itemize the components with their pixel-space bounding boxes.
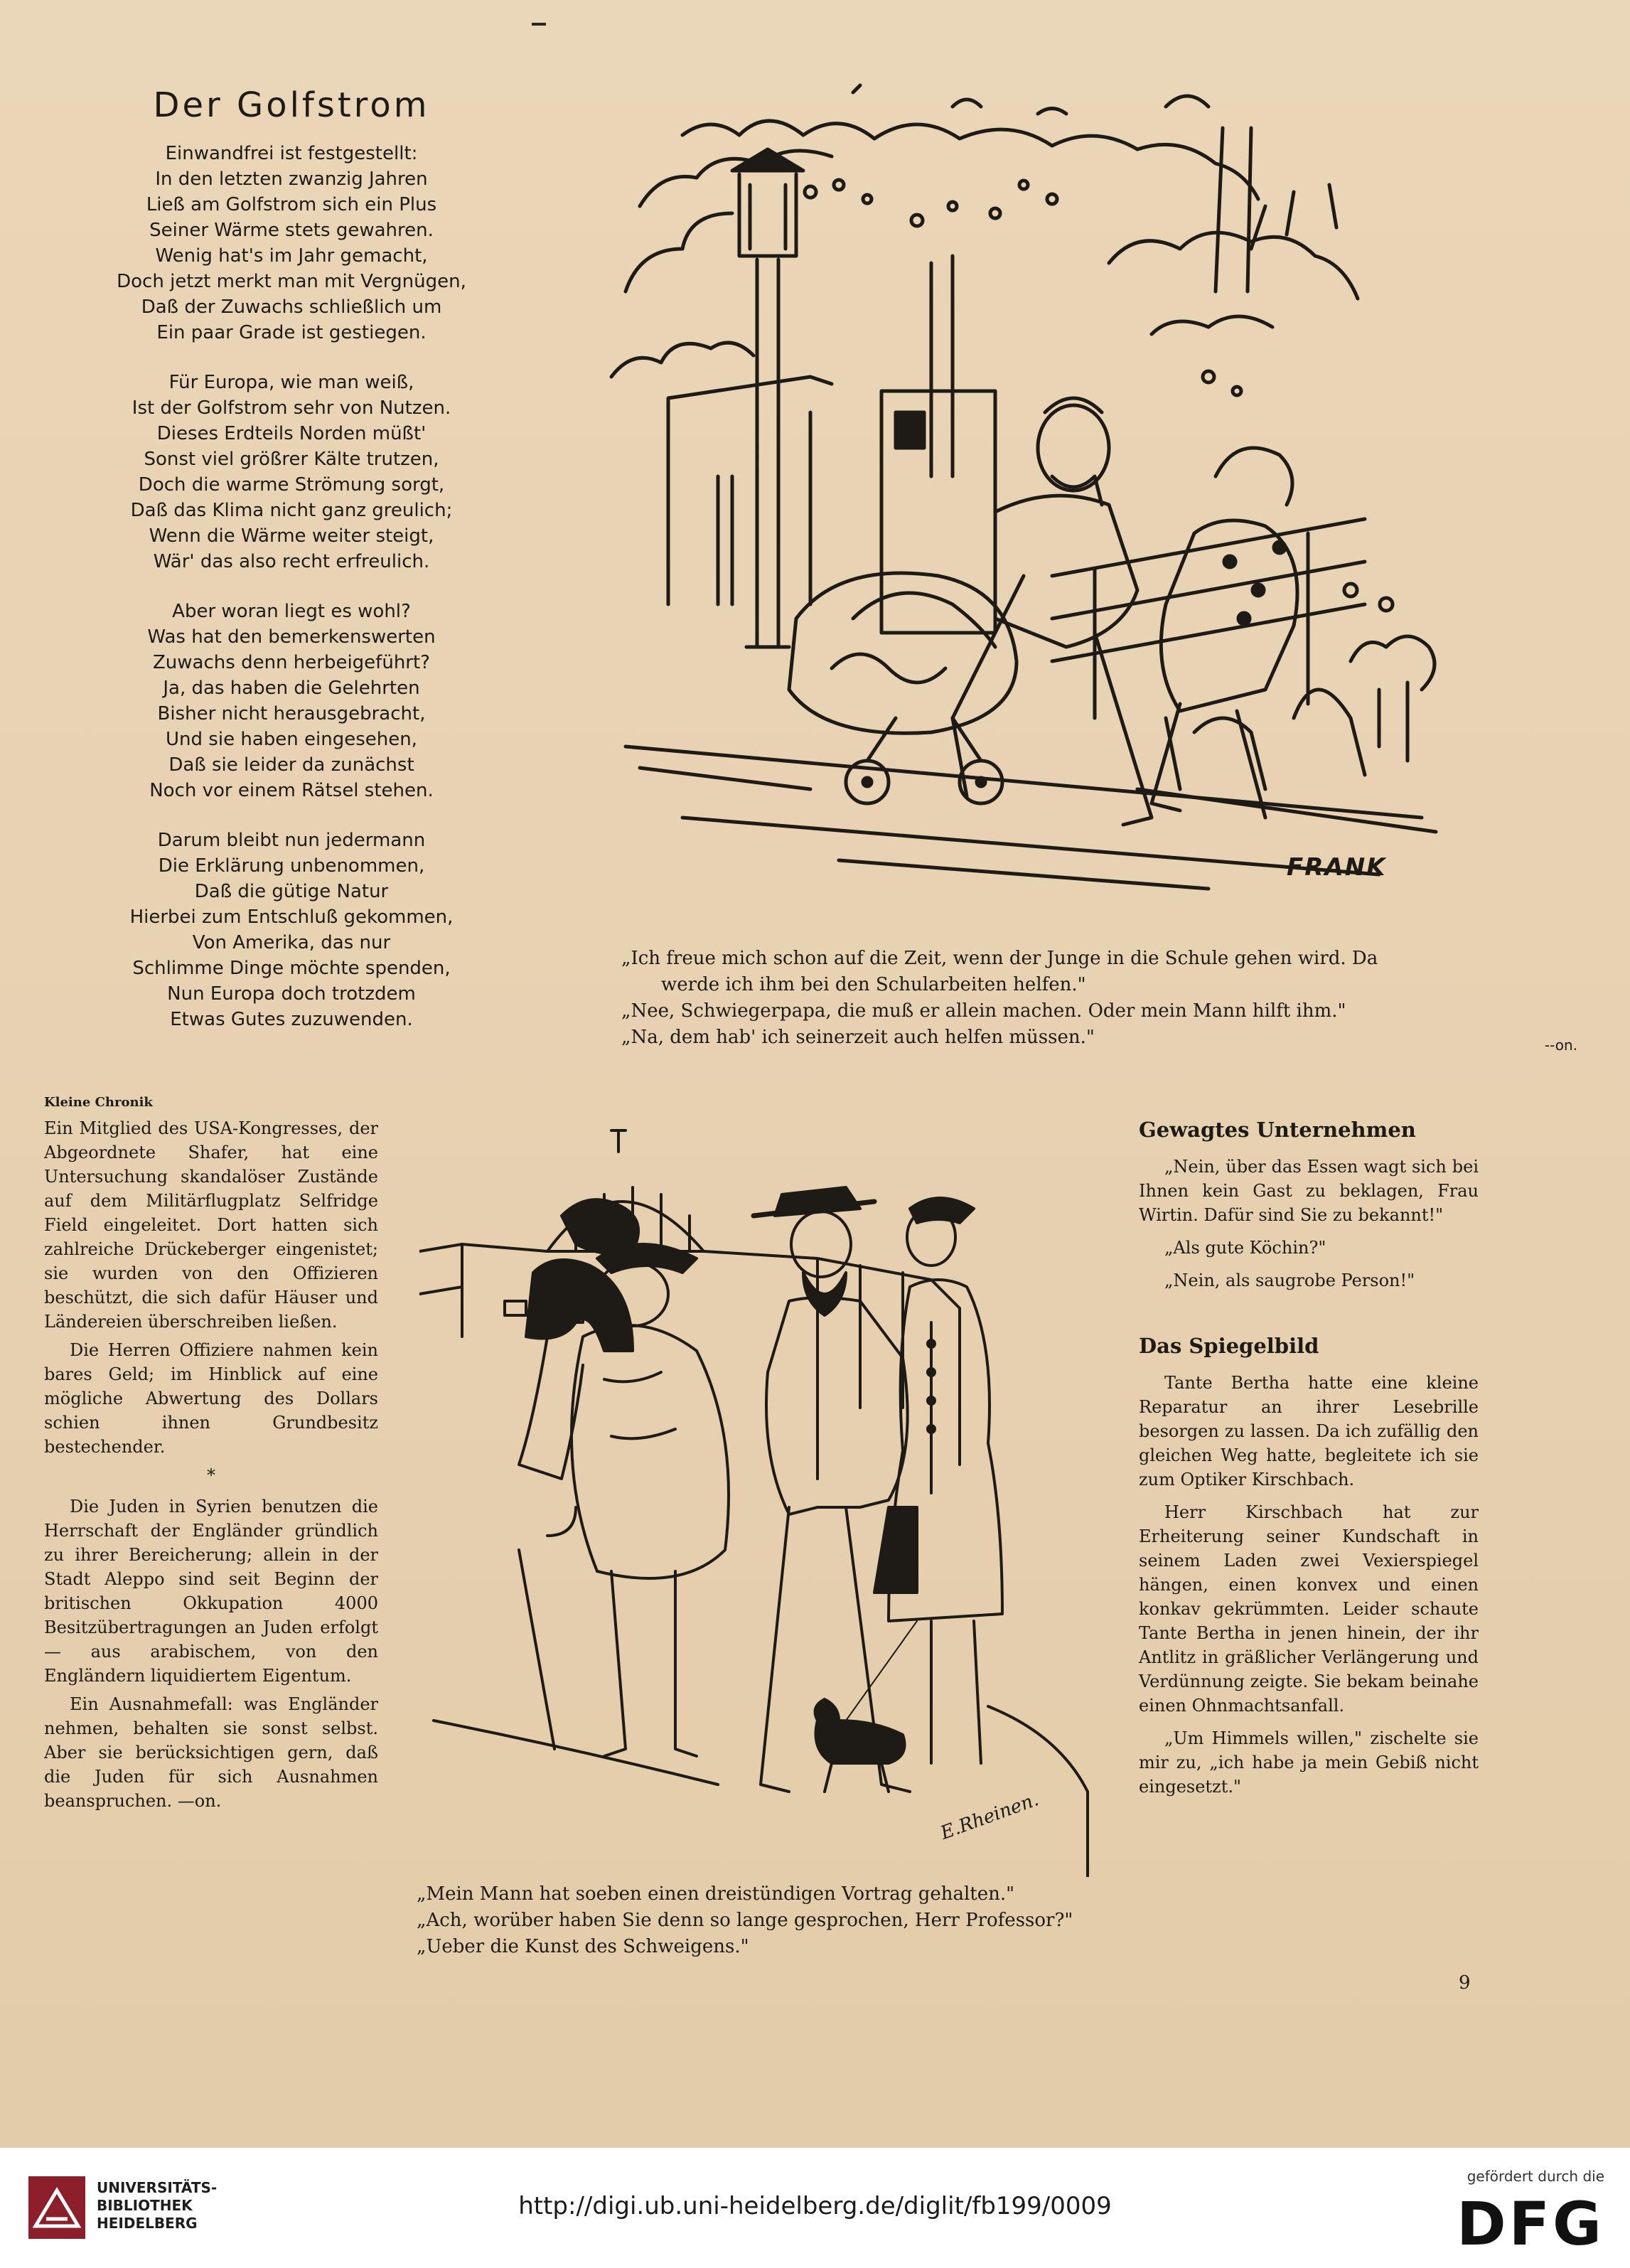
poem-line: Daß das Klima nicht ganz greulich; [130,500,453,521]
poem-line: Einwandfrei ist festgestellt: [165,143,418,164]
poem-stanza [85,599,498,803]
caption-line: „Ich freue mich schon auf die Zeit, wenn der Junge in die Schule gehen wird. Da [621,948,1378,969]
library-name-line: HEIDELBERG [97,2215,198,2232]
poem-line: Darum bleibt nun jedermann [157,830,426,851]
caption-line: „Na, dem hab' ich seinerzeit auch helfen müssen." [621,1027,1095,1048]
chronik-paragraph: Ein Mitglied des USA-Kongresses, der Abgeordnete Shafer, hat eine Untersuchung skandalöser Zustände auf dem Militärflugplatz Selfridge Field eingeleitet. Dort hatten sich zahlreiche Drückeberger eingenistet; sie wurden von den Offizieren beschützt, die sich dafür Häuser und Ländereien überschreiben ließen. [44,1118,378,1332]
article-paragraph: Herr Kirschbach hat zur Erheiterung seiner Kundschaft in seinem Laden zwei Vexierspiegel hängen, einen konvex und einen konkav gekrümmten. Leider schaute Tante Bertha in jenen hinein, der ihr Antlitz in gräßlicher Verlängerung und Verdünnung zeigte. Sie bekam beinahe einen Ohnmachtsanfall. [1139,1502,1479,1716]
poem-line: Für Europa, wie man weiß, [168,372,414,393]
dfg-logo: DFG [1456,2189,1604,2259]
poem-line: Dieses Erdteils Norden müßt' [156,423,427,444]
article-paragraph: Tante Bertha hatte eine kleine Reparatur an ihrer Lesebrille besorgen zu lassen. Da ich zufällig den gleichen Weg hatte, begleitete ich sie zum Optiker Kirschbach. [1139,1373,1479,1489]
caption-line: „Mein Mann hat soeben einen dreistündigen Vortrag gehalten." [417,1883,1015,1905]
poem-line: Aber woran liegt es wohl? [172,601,411,622]
chronik-paragraph: Die Juden in Syrien benutzen die Herrschaft der Engländer gründlich zu ihrer Bereicherung; allein in der Stadt Aleppo sind seit Beginn der britischen Okkupation 4000 Besitzübertragungen an Juden erfolgt — aus arabischem, von den Engländern liquidiertem Eigentum. [44,1497,378,1686]
poem-line: Etwas Gutes zuzuwenden. [170,1009,413,1030]
article-heading: Das Spiegelbild [1139,1334,1319,1358]
column-kicker: Kleine Chronik [44,1095,153,1110]
poem-line: Die Erklärung unbenommen, [158,855,425,877]
poem-line: Daß sie leider da zunächst [168,754,414,776]
cartoon-caption-bottom [417,1881,1073,1960]
print-mark [532,23,546,26]
poem-line: Ist der Golfstrom sehr von Nutzen. [132,397,451,419]
poem-line: Nun Europa doch trotzdem [167,983,416,1005]
permalink[interactable]: http://digi.ub.uni-heidelberg.de/diglit/fb199/0009 [518,2192,1112,2220]
poem-title: Der Golfstrom [153,85,430,125]
poem-line: Doch die warme Strömung sorgt, [138,474,445,496]
poem-line: Daß die gütige Natur [194,881,389,902]
poem-line: Sonst viel größrer Kälte trutzen, [144,449,439,470]
poem-line: Wär' das also recht erfreulich. [153,551,430,572]
poem-line: Wenig hat's im Jahr gemacht, [155,245,428,267]
poem-stanza [85,370,498,574]
poem-line: Daß der Zuwachs schließlich um [141,296,442,318]
section-separator: * [207,1465,215,1485]
article-paragraph: „Nein, über das Essen wagt sich bei Ihnen kein Gast zu beklagen, Frau Wirtin. Dafür sind Sie zu bekannt!" [1139,1157,1479,1225]
funded-by-label: gefördert durch die [1467,2168,1604,2185]
poem-line: Hierbei zum Entschluß gekommen, [129,906,454,928]
poem-line: In den letzten zwanzig Jahren [155,169,428,190]
right-column [1139,1118,1479,1807]
poem-line: Ja, das haben die Gelehrten [163,678,420,699]
professor-illustration [419,1109,1102,1877]
poem-stanza [85,828,498,1032]
poem-line: Noch vor einem Rätsel stehen. [149,780,434,801]
footer-bar [0,2147,1630,2268]
poem-line: Zuwachs denn herbeigeführt? [153,652,430,673]
poem-line: Ließ am Golfstrom sich ein Plus [146,194,437,215]
poem-line: Ein paar Grade ist gestiegen. [156,322,427,343]
poem-line: Und sie haben eingesehen, [166,729,417,750]
artist-signature: FRANK [1287,853,1387,882]
poem-line: Wenn die Wärme weiter steigt, [149,525,434,547]
poem-stanza [85,141,498,346]
park-bench-illustration [597,78,1450,910]
article-heading: Gewagtes Unternehmen [1139,1118,1416,1142]
kleine-chronik-column [44,1091,378,1817]
poem-signature: --on. [1544,1037,1577,1054]
poem-line: Seiner Wärme stets gewahren. [149,220,434,241]
article-paragraph: „Nein, als saugrobe Person!" [1164,1271,1415,1290]
caption-line: „Nee, Schwiegerpapa, die muß er allein machen. Oder mein Mann hilft ihm." [621,1000,1346,1022]
page-number: 9 [1459,1972,1471,1994]
caption-line: „Ach, worüber haben Sie denn so lange gesprochen, Herr Professor?" [417,1910,1073,1931]
poem-line: Schlimme Dinge möchte spenden, [132,958,451,979]
article-paragraph: „Um Himmels willen," zischelte sie mir zu, „ich habe ja mein Gebiß nicht eingesetzt." [1139,1728,1479,1797]
poem [85,85,498,1057]
chronik-paragraph: Ein Ausnahmefall: was Engländer nehmen, behalten sie sonst selbst. Aber sie berücksichtigen gern, daß die Juden für sich Ausnahmen beanspruchen. —on. [44,1694,378,1811]
poem-line: Was hat den bemerkenswerten [147,626,436,648]
library-name-line: UNIVERSITÄTS- [97,2179,218,2196]
caption-line: werde ich ihm bei den Schularbeiten helfen." [661,974,1086,995]
chronik-paragraph: Die Herren Offiziere nahmen kein bares Geld; im Hinblick auf eine mögliche Abwertung des Dollars schien ihnen Grundbesitz bestechender. [44,1340,378,1457]
poem-line: Von Amerika, das nur [192,932,391,953]
artist-signature: E.Rheinen. [938,1789,1042,1844]
library-name-line: BIBLIOTHEK [97,2197,193,2214]
caption-line: „Ueber die Kunst des Schweigens." [417,1936,749,1957]
article-paragraph: „Als gute Köchin?" [1164,1238,1326,1258]
cartoon-caption-top [621,946,1378,1051]
poem-line: Bisher nicht herausgebracht, [157,703,426,724]
poem-line: Doch jetzt merkt man mit Vergnügen, [117,271,466,292]
